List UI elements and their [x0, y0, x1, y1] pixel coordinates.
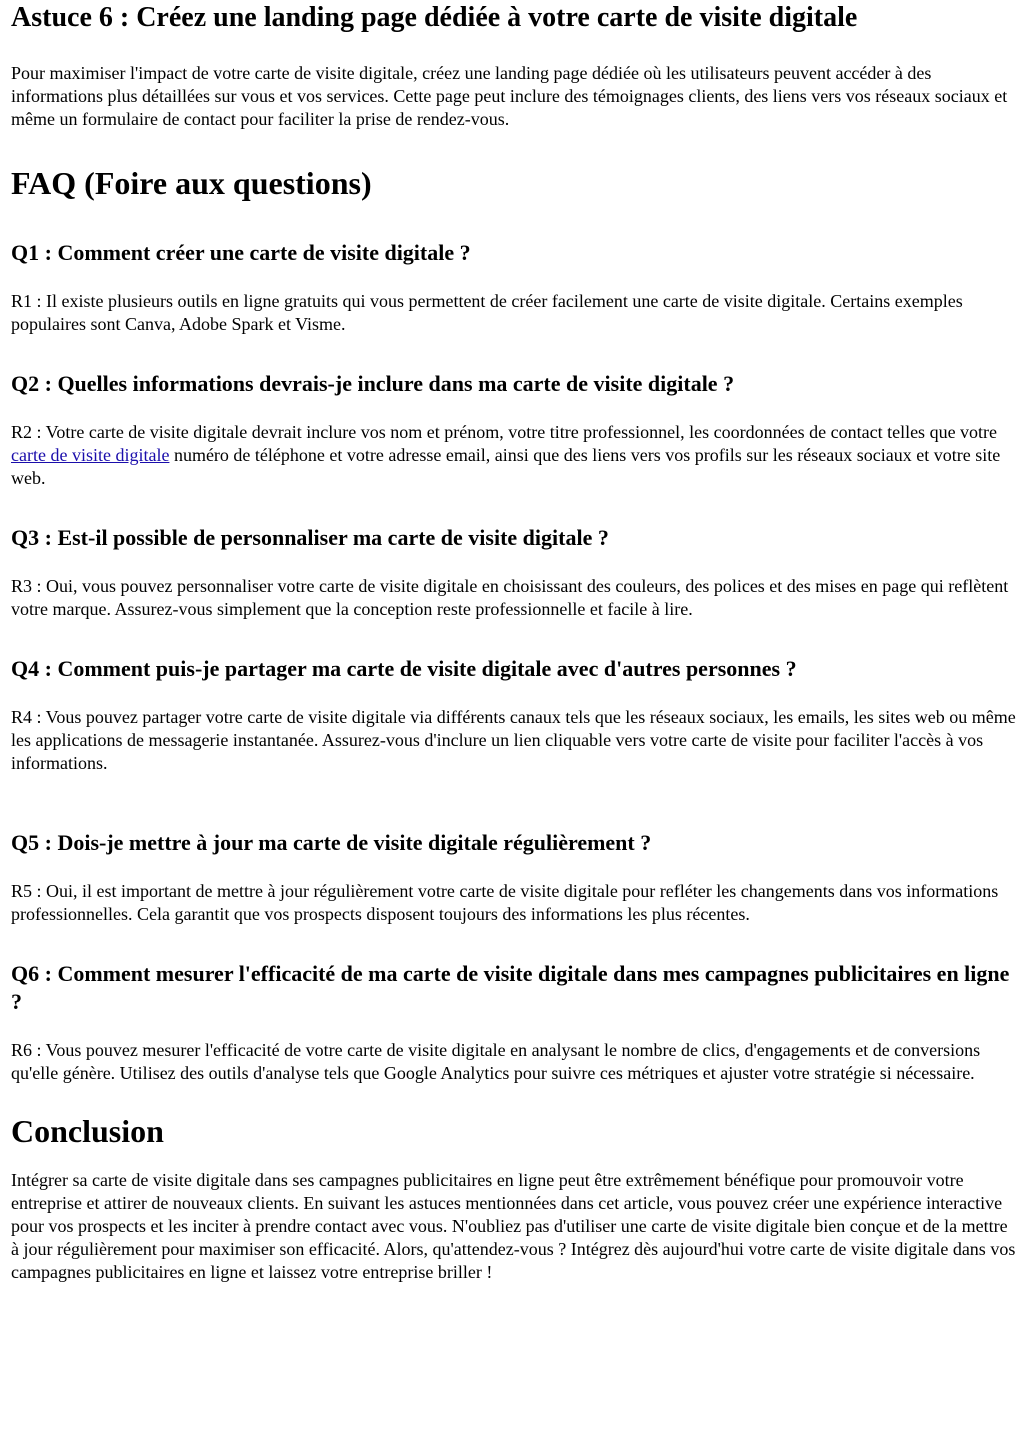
faq-answer-2: [11, 421, 1016, 490]
faq-question-2: Q2 : Quelles informations devrais-je inclure dans ma carte de visite digitale ?: [11, 371, 735, 396]
business-card-link[interactable]: carte de visite digitale: [11, 445, 170, 465]
faq-answer-3: R3 : Oui, vous pouvez personnaliser votre carte de visite digitale en choisissant des couleurs, des polices et des mises en page qui reflètent votre marque. Assurez-vous simplement que la conception reste professionnelle et facile à lire.: [11, 576, 1009, 619]
faq-question-5: Q5 : Dois-je mettre à jour ma carte de visite digitale régulièrement ?: [11, 830, 652, 855]
faq-question-4: Q4 : Comment puis-je partager ma carte de visite digitale avec d'autres personnes ?: [11, 656, 797, 681]
tip-title: Astuce 6 : Créez une landing page dédiée à votre carte de visite digitale: [11, 2, 858, 33]
faq-title: FAQ (Foire aux questions): [11, 165, 372, 201]
faq-answer-2-text-after: numéro de téléphone et votre adresse email, ainsi que des liens vers vos profils sur les réseaux sociaux et votre site web.: [11, 445, 1001, 488]
faq-answer-1: R1 : Il existe plusieurs outils en ligne gratuits qui vous permettent de créer facilement une carte de visite digitale. Certains exemples populaires sont Canva, Adobe Spark et Visme.: [11, 291, 963, 334]
faq-answer-6: R6 : Vous pouvez mesurer l'efficacité de votre carte de visite digitale en analysant le nombre de clics, d'engagements et de conversions qu'elle génère. Utilisez des outils d'analyse tels que Google Analytics pour suivre ces métriques et ajuster votre stratégie si nécessaire.: [11, 1040, 981, 1083]
tip-body: Pour maximiser l'impact de votre carte de visite digitale, créez une landing page dédiée où les utilisateurs peuvent accéder à des informations plus détaillées sur vous et vos services. Cette page peut inclure des témoignages clients, des liens vers vos réseaux sociaux et même un formulaire de contact pour faciliter la prise de rendez-vous.: [11, 63, 1008, 129]
faq-answer-4: R4 : Vous pouvez partager votre carte de visite digitale via différents canaux tels que les réseaux sociaux, les emails, les sites web ou même les applications de messagerie instantanée. Assurez-vous d'inclure un lien cliquable vers votre carte de visite pour faciliter l'accès à vos informations.: [11, 707, 1016, 773]
faq-answer-2-text-before: R2 : Votre carte de visite digitale devrait inclure vos nom et prénom, votre titre professionnel, les coordonnées de contact telles que votre: [11, 422, 998, 442]
conclusion-body: Intégrer sa carte de visite digitale dans ses campagnes publicitaires en ligne peut être extrêmement bénéfique pour promouvoir votre entreprise et attirer de nouveaux clients. En suivant les astuces mentionnées dans cet article, vous pouvez créer une expérience interactive pour vos prospects et les inciter à prendre contact avec vous. N'oubliez pas d'utiliser une carte de visite digitale bien conçue et de la mettre à jour régulièrement pour maximiser son efficacité. Alors, qu'attendez-vous ? Intégrez dès aujourd'hui votre carte de visite digitale dans vos campagnes publicitaires en ligne et laissez votre entreprise briller !: [11, 1170, 1016, 1282]
faq-question-6: Q6 : Comment mesurer l'efficacité de ma carte de visite digitale dans mes campagnes publicitaires en ligne ?: [11, 961, 1010, 1014]
faq-answer-5: R5 : Oui, il est important de mettre à jour régulièrement votre carte de visite digitale pour refléter les changements dans vos informations professionnelles. Cela garantit que vos prospects disposent toujours des informations les plus récentes.: [11, 881, 999, 924]
faq-question-3: Q3 : Est-il possible de personnaliser ma carte de visite digitale ?: [11, 525, 609, 550]
faq-question-1: Q1 : Comment créer une carte de visite digitale ?: [11, 240, 471, 265]
conclusion-title: Conclusion: [11, 1113, 164, 1149]
